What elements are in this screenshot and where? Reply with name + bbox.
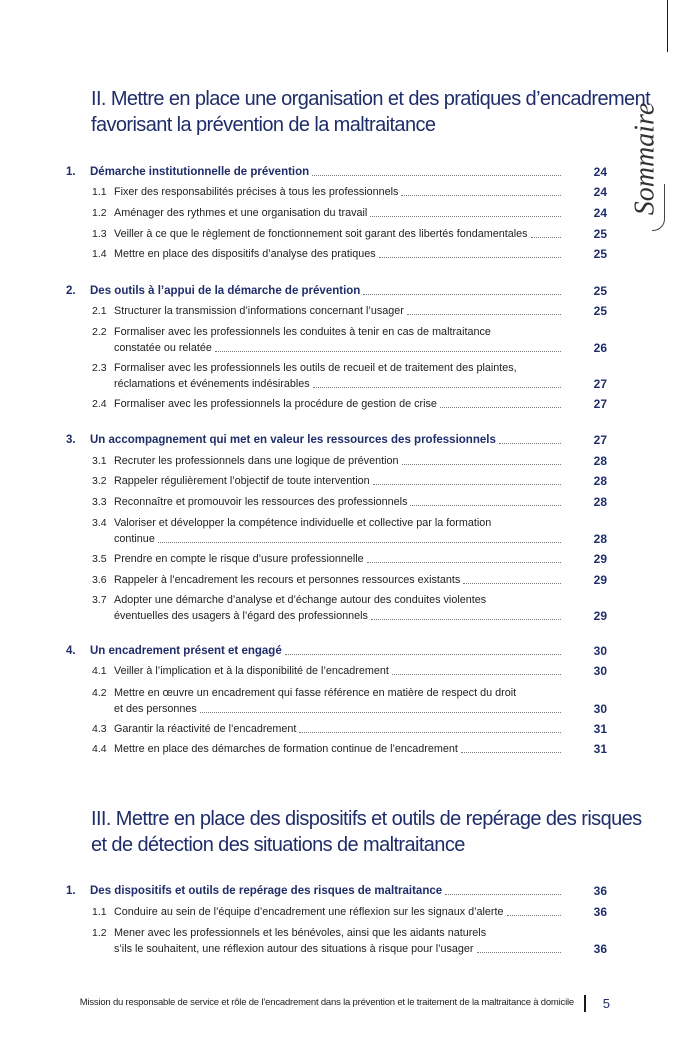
toc-entry-title: Veiller à ce que le règlement de fonctionnement soit garant des libertés fondamentales [114,228,528,240]
toc-entry-page: 24 [593,185,607,199]
toc-leader-dots [440,407,561,408]
toc-entry-title: Des outils à l’appui de la démarche de prévention [90,285,361,297]
top-rule [667,0,668,52]
toc-entry-number: 3.7 [92,594,107,606]
toc-entry-title: Formaliser avec les professionnels la procédure de gestion de crise [114,398,437,410]
toc-entry[interactable] [66,573,607,589]
toc-entry-number: 1.2 [92,927,107,939]
toc-leader-dots [463,583,561,584]
toc-entry-number: 1.1 [92,186,107,198]
toc-leader-dots [367,562,561,563]
footer-divider [584,995,586,1012]
toc-entry[interactable] [66,905,607,921]
section-title-3 [91,806,642,858]
toc-entry-page: 27 [593,377,607,391]
toc-entry-number: 3.5 [92,553,107,565]
toc-entry[interactable] [66,495,607,511]
toc-entry-title: Un accompagnement qui met en valeur les ressources des professionnels [90,434,496,446]
toc-entry-title: Conduire au sein de l’équipe d’encadrement une réflexion sur les signaux d’alerte [114,906,504,918]
toc-entry[interactable] [66,361,607,393]
toc-entry[interactable] [66,247,607,263]
toc-leader-dots [312,175,561,176]
toc-entry[interactable] [66,227,607,243]
toc-entry-page: 25 [593,304,607,318]
toc-entry-title: Mener avec les professionnels et les bénévoles, ainsi que les aidants naturels [114,927,487,939]
toc-entry[interactable] [66,552,607,568]
toc-entry[interactable] [66,593,607,625]
toc-entry-page: 25 [593,284,607,298]
toc-leader-dots [477,952,561,953]
page-footer [80,995,610,1013]
toc-leader-dots [200,712,561,713]
toc-entry[interactable] [66,926,607,958]
toc-entry-number: 3.1 [92,455,107,467]
side-tab-decoration [652,184,665,231]
toc-entry-number: 1.2 [92,207,107,219]
toc-entry-page: 25 [593,227,607,241]
toc-leader-dots [402,464,561,465]
toc-entry-number: 3.2 [92,475,107,487]
toc-entry-title: Formaliser avec les professionnels les conduites à tenir en cas de maltraitance [114,326,491,338]
toc-entry[interactable] [66,664,607,680]
toc-leader-dots [507,915,561,916]
toc-entry-title: Mettre en œuvre un encadrement qui fasse référence en matière de respect du droit [114,687,517,699]
section-title-line: favorisant la prévention de la maltraitance [91,114,436,136]
toc-entry-title: Valoriser et développer la compétence individuelle et collective par la formation [114,517,492,529]
toc-entry-page: 28 [593,532,607,546]
toc-entry-title: Fixer des responsabilités précises à tous les professionnels [114,186,399,198]
toc-entry-number: 4. [66,645,76,657]
toc-entry-number: 1. [66,885,76,897]
toc-entry-number: 4.1 [92,665,107,677]
toc-leader-dots [407,314,561,315]
toc-entry-title-continued: constatée ou relatée [114,342,212,354]
toc-entry-title: Des dispositifs et outils de repérage des risques de maltraitance [90,885,443,897]
toc-leader-dots [401,195,561,196]
toc-entry-page: 28 [593,474,607,488]
toc-entry-page: 24 [593,165,607,179]
toc-leader-dots [379,257,561,258]
toc-entry[interactable] [66,397,607,413]
toc-leader-dots [215,351,561,352]
toc-entry-title-continued: et des personnes [114,703,197,715]
toc-entry-page: 28 [593,495,607,509]
toc-entry-title: Aménager des rythmes et une organisation du travail [114,207,368,219]
toc-entry-number: 2.1 [92,305,107,317]
toc-entry-number: 2.4 [92,398,107,410]
toc-entry-title-continued: réclamations et événements indésirables [114,378,310,390]
toc-leader-dots [410,505,561,506]
toc-entry-page: 25 [593,247,607,261]
toc-entry-page: 28 [593,454,607,468]
toc-entry-title: Adopter une démarche d’analyse et d’échange autour des conduites violentes [114,594,487,606]
toc-entry[interactable] [66,304,607,320]
toc-leader-dots [373,484,561,485]
toc-entry-number: 4.3 [92,723,107,735]
toc-entry[interactable] [66,325,607,357]
toc-entry-title: Prendre en compte le risque d’usure professionnelle [114,553,364,565]
toc-entry-page: 36 [593,942,607,956]
toc-entry-page: 30 [593,644,607,658]
toc-entry-number: 4.2 [92,687,107,699]
toc-entry-number: 1.3 [92,228,107,240]
footer-text: Mission du responsable de service et rôle de l’encadrement dans la prévention et le traitement de la maltraitance à domicile [79,997,574,1008]
section-title-line: II. Mettre en place une organisation et des pratiques d’encadrement [91,88,651,110]
toc-entry-page: 24 [593,206,607,220]
toc-entry-number: 2. [66,285,76,297]
toc-leader-dots [313,387,561,388]
toc-entry-title: Formaliser avec les professionnels les outils de recueil et de traitement des plaintes, [114,362,517,374]
toc-entry-number: 3.4 [92,517,107,529]
section-title-line: III. Mettre en place des dispositifs et outils de repérage des risques [91,808,642,830]
toc-leader-dots [363,294,561,295]
toc-leader-dots [499,443,561,444]
toc-leader-dots [285,654,561,655]
toc-entry-number: 1.1 [92,906,107,918]
toc-entry-title: Recruter les professionnels dans une logique de prévention [114,455,399,467]
toc-entry-page: 31 [593,722,607,736]
toc-leader-dots [461,752,561,753]
toc-entry-page: 27 [593,397,607,411]
toc-entry-title: Reconnaître et promouvoir les ressources des professionnels [114,496,408,508]
toc-entry-title-continued: continue [114,533,155,545]
toc-leader-dots [158,542,561,543]
toc-entry-page: 27 [593,433,607,447]
toc-leader-dots [370,216,561,217]
toc-entry-number: 1. [66,166,76,178]
toc-entry-page: 31 [593,742,607,756]
page-number: 5 [602,996,610,1011]
section-title-line: et de détection des situations de maltraitance [91,834,465,856]
toc-entry[interactable] [66,206,607,222]
toc-entry-number: 3.3 [92,496,107,508]
toc-leader-dots [299,732,561,733]
toc-leader-dots [445,894,561,895]
toc-leader-dots [531,237,561,238]
toc-entry-page: 26 [593,341,607,355]
section-title-2 [91,86,650,138]
toc-entry[interactable] [66,474,607,490]
toc-entry-title-continued: éventuelles des usagers à l’égard des professionnels [114,610,368,622]
toc-entry-title: Mettre en place des démarches de formation continue de l’encadrement [114,743,458,755]
toc-entry-title: Un encadrement présent et engagé [90,645,282,657]
toc-entry-number: 1.4 [92,248,107,260]
toc-entry[interactable] [66,516,607,548]
toc-entry-number: 2.3 [92,362,107,374]
toc-entry[interactable] [66,165,607,181]
toc-entry[interactable] [66,884,607,900]
toc-entry[interactable] [66,686,607,718]
toc-entry-number: 4.4 [92,743,107,755]
side-tab-label: Sommaire [629,102,661,216]
toc-entry-title: Garantir la réactivité de l’encadrement [114,723,297,735]
toc-entry[interactable] [66,742,607,758]
toc-entry[interactable] [66,433,607,449]
toc-entry-page: 36 [593,905,607,919]
toc-entry-page: 30 [593,664,607,678]
toc-entry[interactable] [66,722,607,738]
toc-entry-number: 2.2 [92,326,107,338]
toc-entry-number: 3.6 [92,574,107,586]
toc-leader-dots [392,674,561,675]
toc-entry-title: Mettre en place des dispositifs d’analyse des pratiques [114,248,376,260]
toc-entry[interactable] [66,644,607,660]
toc-entry[interactable] [66,284,607,300]
toc-entry-page: 30 [593,702,607,716]
toc-leader-dots [371,619,561,620]
toc-entry-title: Rappeler régulièrement l’objectif de toute intervention [114,475,370,487]
toc-entry-page: 29 [593,609,607,623]
toc-entry-title-continued: s’ils le souhaitent, une réflexion autour des situations à risque pour l’usager [114,943,474,955]
toc-entry[interactable] [66,454,607,470]
toc-entry[interactable] [66,185,607,201]
toc-entry-page: 29 [593,552,607,566]
toc-entry-title: Rappeler à l’encadrement les recours et personnes ressources existants [114,574,461,586]
toc-entry-page: 36 [593,884,607,898]
toc-entry-page: 29 [593,573,607,587]
toc-entry-number: 3. [66,434,76,446]
toc-entry-title: Démarche institutionnelle de prévention [90,166,310,178]
toc-entry-title: Structurer la transmission d’informations concernant l’usager [114,305,404,317]
toc-entry-title: Veiller à l’implication et à la disponibilité de l’encadrement [114,665,389,677]
